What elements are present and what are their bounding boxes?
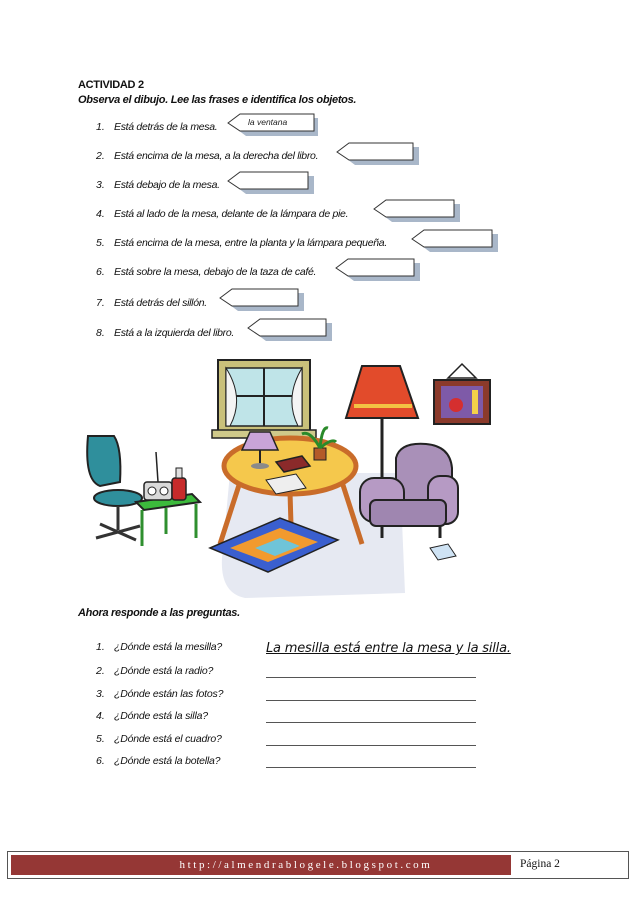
answer-tag-4[interactable]	[374, 200, 460, 218]
photos-icon	[430, 544, 456, 560]
question-text: ¿Dónde está la mesilla?	[114, 641, 223, 653]
chair-icon	[87, 436, 142, 540]
radio-icon	[144, 452, 172, 500]
sentence-number: 2.	[96, 150, 105, 162]
answer-line[interactable]	[266, 722, 476, 723]
room-illustration	[70, 358, 510, 598]
sentence-number: 4.	[96, 208, 105, 220]
sentence-number: 8.	[96, 327, 105, 339]
picture-frame-icon	[434, 364, 490, 424]
sentence-number: 1.	[96, 121, 105, 133]
answer-tag-8[interactable]	[248, 319, 332, 337]
sentence-number: 5.	[96, 237, 105, 249]
page-number: Página 2	[520, 858, 560, 870]
page-footer	[7, 851, 629, 879]
armchair-icon	[360, 444, 458, 538]
answer-line[interactable]	[266, 677, 476, 678]
answer-tag-7[interactable]	[220, 289, 304, 307]
answer-line[interactable]	[266, 745, 476, 746]
answer-tag-5[interactable]	[412, 230, 498, 248]
question-text: ¿Dónde está el cuadro?	[114, 733, 222, 745]
answer-tag-1[interactable]	[228, 114, 318, 132]
sentence-text: Está encima de la mesa, a la derecha del libro.	[114, 150, 319, 162]
question-text: ¿Dónde están las fotos?	[114, 688, 224, 700]
footer-bar	[11, 855, 511, 875]
activity-instruction: Observa el dibujo. Lee las frases e identifica los objetos.	[78, 94, 357, 106]
question-number: 1.	[96, 641, 105, 653]
answer-tag-6[interactable]	[336, 259, 420, 277]
activity-title: ACTIVIDAD 2	[78, 79, 144, 91]
answer-line[interactable]	[266, 767, 476, 768]
answer-example: La mesilla está entre la mesa y la silla.	[266, 641, 511, 656]
window-icon	[212, 360, 316, 438]
sentence-text: Está sobre la mesa, debajo de la taza de café.	[114, 266, 317, 278]
question-number: 6.	[96, 755, 105, 767]
sentence-number: 6.	[96, 266, 105, 278]
sentence-number: 3.	[96, 179, 105, 191]
sentence-text: Está encima de la mesa, entre la planta y la lámpara pequeña.	[114, 237, 387, 249]
question-text: ¿Dónde está la radio?	[114, 665, 214, 677]
answer-tag-3[interactable]	[228, 172, 314, 190]
answer-line[interactable]	[266, 700, 476, 701]
sentence-text: Está detrás de la mesa.	[114, 121, 218, 133]
sentence-text: Está detrás del sillón.	[114, 297, 207, 309]
question-number: 3.	[96, 688, 105, 700]
sentence-number: 7.	[96, 297, 105, 309]
answer-tag-2[interactable]	[337, 143, 419, 161]
sentence-text: Está debajo de la mesa.	[114, 179, 220, 191]
questions-title: Ahora responde a las preguntas.	[78, 607, 240, 619]
question-number: 5.	[96, 733, 105, 745]
question-number: 2.	[96, 665, 105, 677]
bottle-icon	[172, 468, 186, 500]
answer-tag-text: la ventana	[248, 117, 288, 127]
side-table-icon	[136, 494, 200, 546]
question-text: ¿Dónde está la botella?	[114, 755, 221, 767]
sentence-text: Está a la izquierda del libro.	[114, 327, 234, 339]
question-text: ¿Dónde está la silla?	[114, 710, 208, 722]
sentence-text: Está al lado de la mesa, delante de la lámpara de pie.	[114, 208, 349, 220]
question-number: 4.	[96, 710, 105, 722]
footer-url-link[interactable]: http://almendrablogele.blogspot.com	[179, 859, 433, 871]
